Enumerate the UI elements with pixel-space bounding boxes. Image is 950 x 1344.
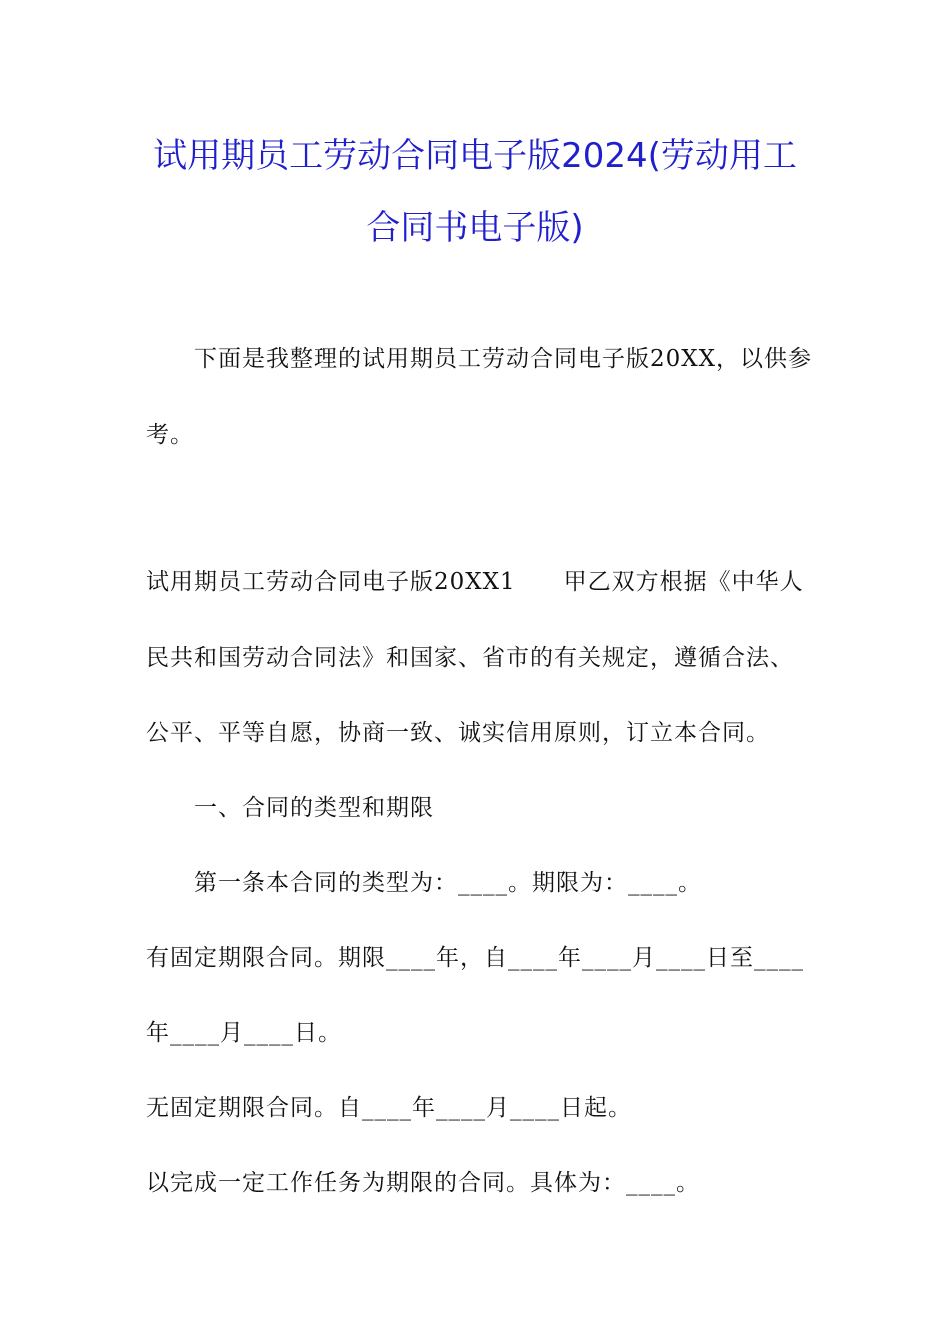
fixed-term-line-1: 有固定期限合同。期限____年，自____年____月____日至____ [146, 945, 804, 971]
body-paragraph-line-3: 公平、平等自愿，协商一致、诚实信用原则，订立本合同。 [146, 720, 770, 746]
section-heading: 一、合同的类型和期限 [194, 795, 434, 821]
article-1-line: 第一条本合同的类型为：____。期限为：____。 [194, 870, 702, 896]
intro-paragraph-line-2: 考。 [146, 422, 194, 448]
body-paragraph-line-1: 试用期员工劳动合同电子版20XX1 甲乙双方根据《中华人 [146, 569, 804, 595]
intro-paragraph-line-1: 下面是我整理的试用期员工劳动合同电子版20XX，以供参 [194, 346, 813, 372]
fixed-term-line-2: 年____月____日。 [146, 1020, 342, 1046]
open-ended-term-line: 无固定期限合同。自____年____月____日起。 [146, 1095, 632, 1121]
document-title-line-1: 试用期员工劳动合同电子版2024(劳动用工 [153, 136, 797, 176]
document-title-line-2: 合同书电子版) [366, 208, 584, 248]
body-paragraph-line-2: 民共和国劳动合同法》和国家、省市的有关规定，遵循合法、 [146, 645, 794, 671]
task-based-term-line: 以完成一定工作任务为期限的合同。具体为：____。 [146, 1170, 700, 1196]
